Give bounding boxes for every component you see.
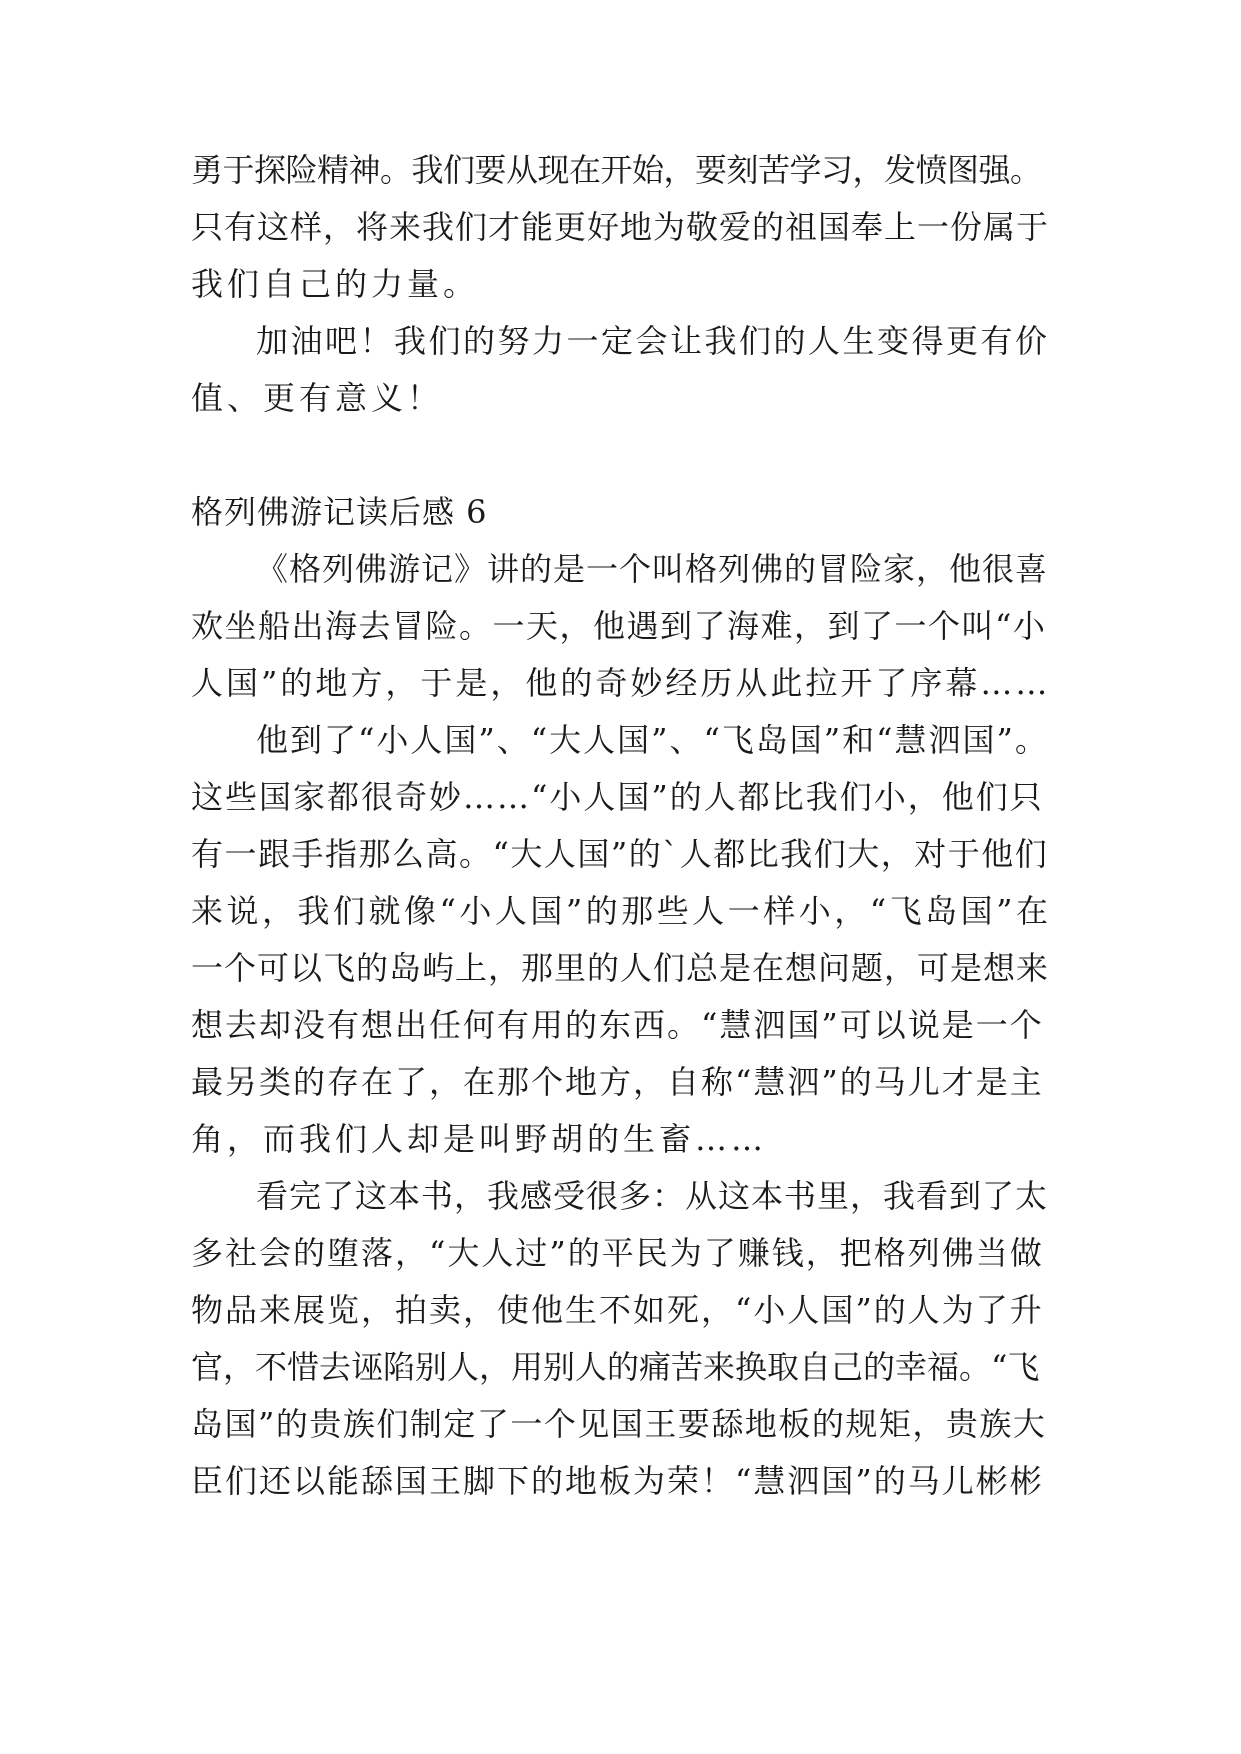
para3-line-6: 臣们还以能舔国王脚下的地板为荣！“慧泗国”的马儿彬彬 xyxy=(191,1462,1044,1500)
para2-line-2: 这些国家都很奇妙……“小人国”的人都比我们小，他们只 xyxy=(191,778,1044,816)
para3-line-4: 官，不惜去诬陷别人，用别人的痛苦来换取自己的幸福。“飞 xyxy=(191,1348,1040,1386)
para2-line-4: 来说，我们就像“小人国”的那些人一样小，“飞岛国”在 xyxy=(191,892,1052,930)
intro-line-1: 勇于探险精神。我们要从现在开始，要刻苦学习，发愤图强。 xyxy=(191,151,1042,189)
intro-line-2: 只有这样，将来我们才能更好地为敬爱的祖国奉上一份属于 xyxy=(191,208,1050,246)
closing-line-1: 加油吧！我们的努力一定会让我们的人生变得更有价 xyxy=(256,322,1050,360)
para3-line-3: 物品来展览，拍卖，使他生不如死，“小人国”的人为了升 xyxy=(191,1291,1044,1329)
para2-line-5: 一个可以飞的岛屿上，那里的人们总是在想问题，可是想来 xyxy=(191,949,1050,987)
para3-line-5: 岛国”的贵族们制定了一个见国王要舔地板的规矩，贵族大 xyxy=(191,1405,1047,1443)
section-title: 格列佛游记读后感 6 xyxy=(191,493,488,531)
para1-line-3: 人国”的地方，于是，他的奇妙经历从此拉开了序幕…… xyxy=(191,664,1051,702)
para2-line-1: 他到了“小人国”、“大人国”、“飞岛国”和“慧泗国”。 xyxy=(256,721,1049,759)
intro-line-3: 我们自己的力量。 xyxy=(191,265,480,303)
closing-line-2: 值、更有意义！ xyxy=(191,379,444,417)
para1-line-2: 欢坐船出海去冒险。一天，他遇到了海难，到了一个叫“小 xyxy=(191,607,1047,645)
para3-line-1: 看完了这本书，我感受很多：从这本书里，我看到了太 xyxy=(256,1177,1049,1215)
para2-line-7: 最另类的存在了，在那个地方，自称“慧泗”的马儿才是主 xyxy=(191,1063,1044,1101)
para2-line-6: 想去却没有想出任何有用的东西。“慧泗国”可以说是一个 xyxy=(191,1006,1044,1044)
para1-line-1: 《格列佛游记》讲的是一个叫格列佛的冒险家，他很喜 xyxy=(256,550,1049,588)
para3-line-2: 多社会的堕落，“大人过”的平民为了赚钱，把格列佛当做 xyxy=(191,1234,1044,1272)
para2-line-3: 有一跟手指那么高。“大人国”的`人都比我们大，对于他们 xyxy=(191,835,1049,873)
para2-line-8: 角，而我们人却是叫野胡的生畜…… xyxy=(191,1120,768,1158)
